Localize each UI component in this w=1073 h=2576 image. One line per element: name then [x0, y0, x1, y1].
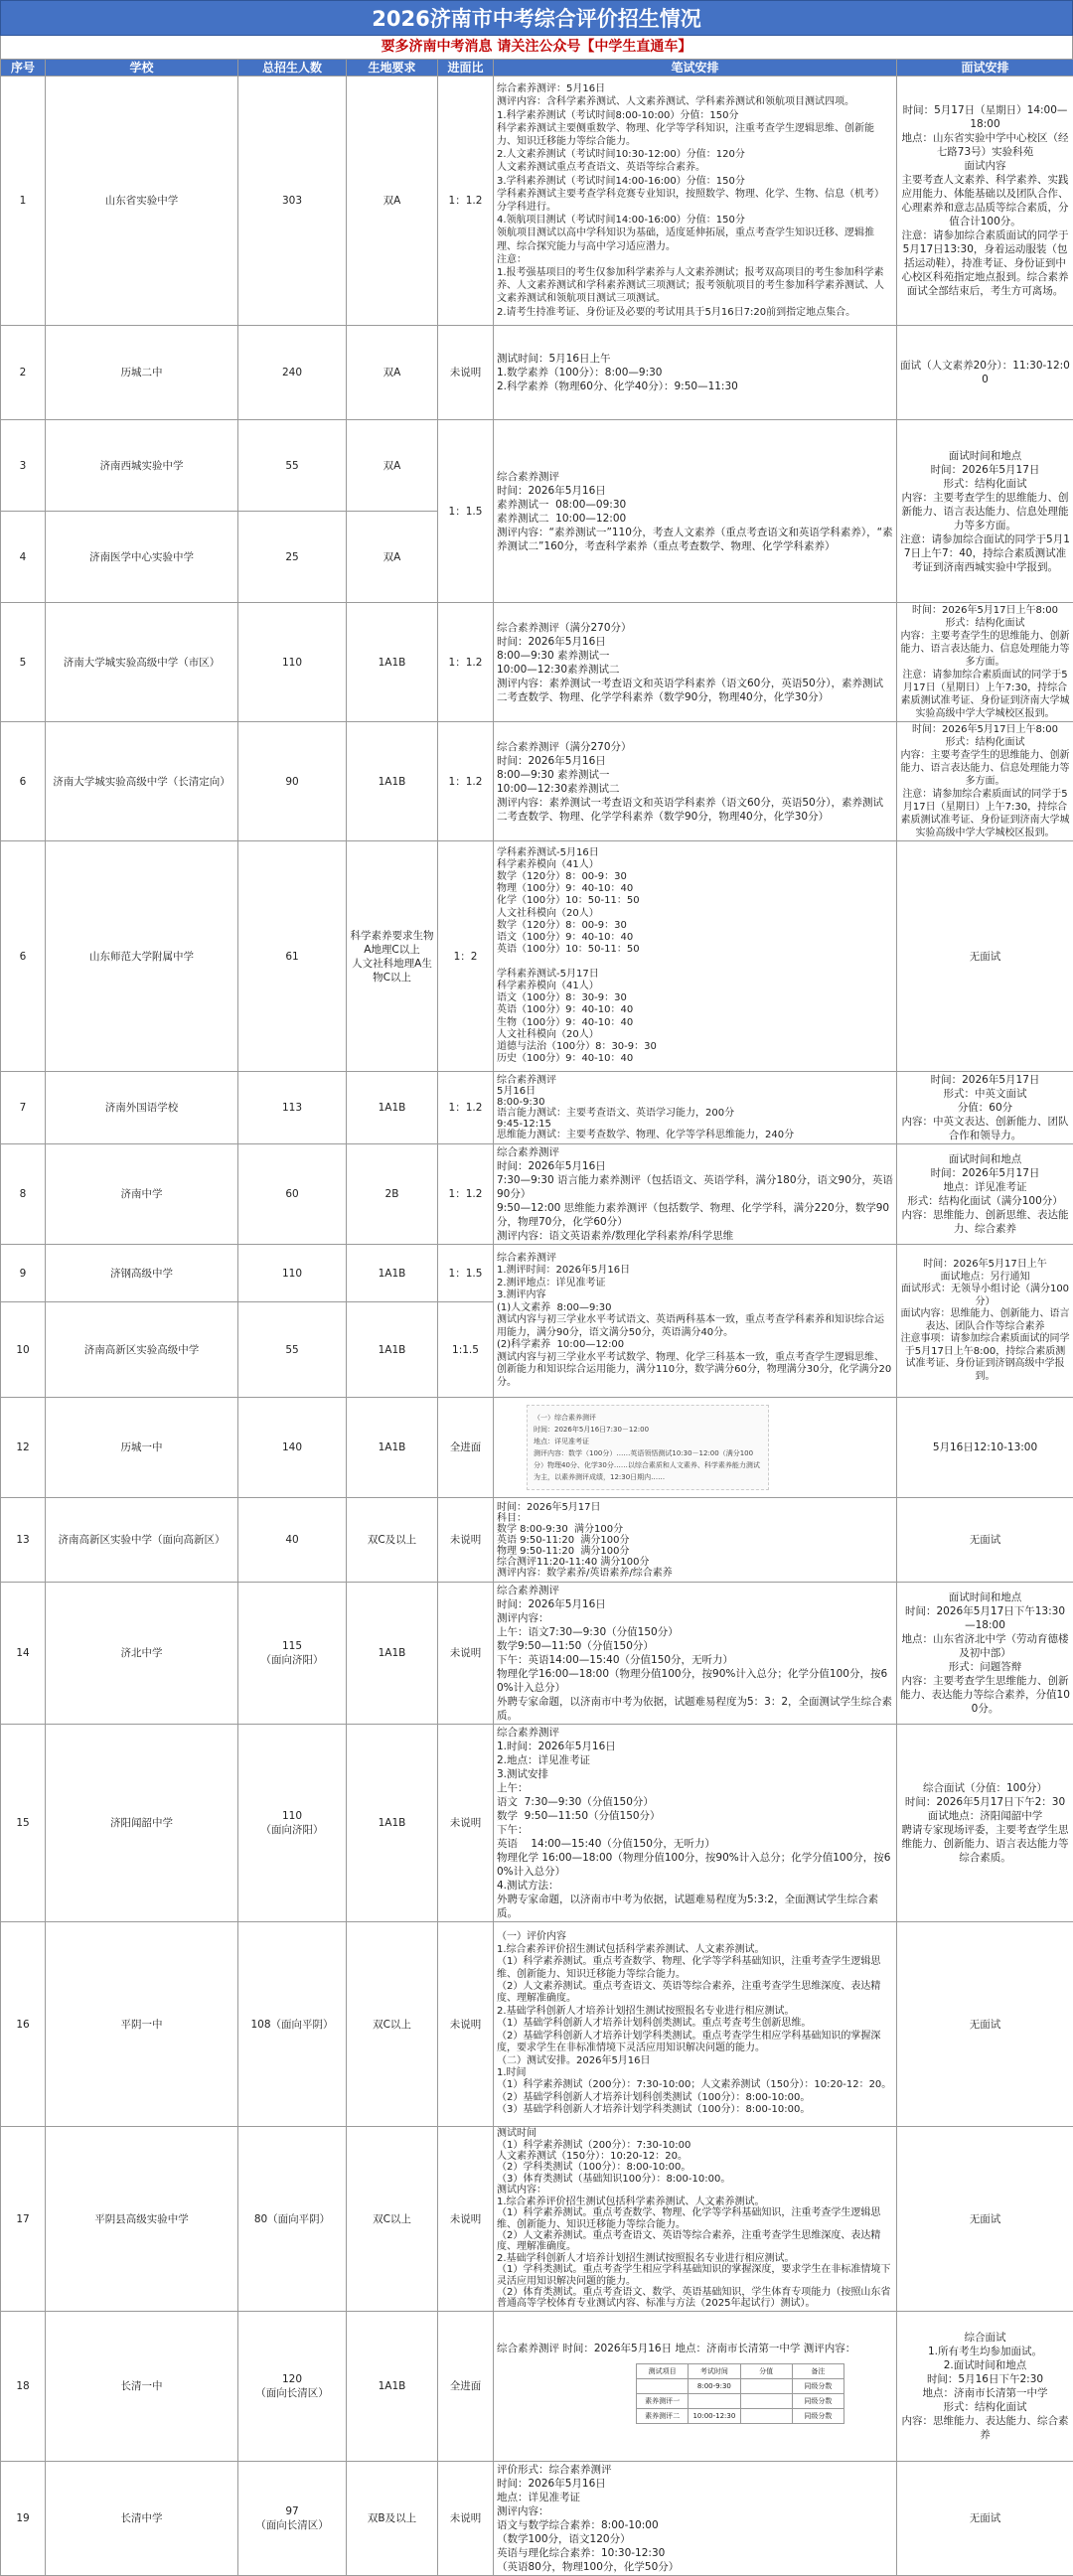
- schedule-mini-table: [636, 2363, 844, 2424]
- cell-school: 济南大学城实验高级中学（市区）: [46, 603, 238, 722]
- cell-no: 16: [1, 1922, 46, 2127]
- cell-requirement: 双A: [347, 420, 438, 512]
- cell-no: 7: [1, 1072, 46, 1144]
- table-row: [1, 841, 1073, 1072]
- cell-school: 济南高新区实验高级中学: [46, 1302, 238, 1398]
- cell-written: 测试时间：5月16日上午 1.数学素养（100分）：8:00—9:30 2.科学素养（物理60分、化学40分）：9:50—11:30: [494, 326, 897, 420]
- cell-total: 110: [238, 603, 347, 722]
- cell-no: 4: [1, 512, 46, 603]
- cell-school: 济南西城实验中学: [46, 420, 238, 512]
- cell-written: 综合素养测评 5月16日 8:00-9:30 语言能力测试：主要考查语文、英语学习能力，200分 9:45-12:15 思维能力测试：主要考查数学、物理、化学等学科思维能力，240分: [494, 1072, 897, 1144]
- cell-no: 14: [1, 1583, 46, 1725]
- cell-written: 综合素养测评 时间：2026年5月16日 7:30—9:30 语言能力素养测评（包括语文、英语学科，满分180分，语文90分，英语90分） 9:50—12:00 思维能力素养测评（包括数学、物理、化学学科，满分220分，数学90分，物理70分，化学60分） 测评内容：语文英语素养/数理化学科素养/科学思维: [494, 1144, 897, 1245]
- cell-school: 平阴一中: [46, 1922, 238, 2127]
- table-row: [1, 2127, 1073, 2312]
- cell-interview: 综合面试 1.所有考生均参加面试。 2.面试时间和地点 时间：5月16日下午2:30 地点：济南市长清第一中学 形式：结构化面试 内容：思维能力、表达能力、综合素养: [897, 2312, 1073, 2462]
- table-row: [1, 2462, 1073, 2576]
- mini-cell: 分值: [740, 2363, 792, 2378]
- cell-no: 5: [1, 603, 46, 722]
- cell-total: 90: [238, 722, 347, 841]
- cell-total: 25: [238, 512, 347, 603]
- cell-ratio: 1：1.2: [438, 1072, 494, 1144]
- table-row: [1, 1072, 1073, 1144]
- cell-total: 110: [238, 1245, 347, 1302]
- cell-no: 8: [1, 1144, 46, 1245]
- table-row: [1, 603, 1073, 722]
- table-row: [1, 1583, 1073, 1725]
- table-row: [1, 76, 1073, 326]
- cell-requirement: 1A1B: [347, 1583, 438, 1725]
- cell-written: 综合素养测评 时间：2026年5月16日 测评内容： 上午：语文7:30—9:30（分值150分） 数学9:50—11:50（分值150分） 下午：英语14:00—15:40（分值150分，无听力） 物理化学16:00—18:00（物理分值100分，按90%计入总分；化学分值100分，按60%计入总分） 外聘专家命题，以济南市中考为依据，试题难易程度为5：3：2，全面测试学生综合素质。: [494, 1583, 897, 1725]
- cell-written: 综合素养测评（满分270分） 时间：2026年5月16日 8:00—9:30 素养测试一 10:00—12:30素养测试二 测评内容：素养测试一考查语文和英语学科素养（语文60分，英语50分），素养测试二考查数学、物理、化学学科素养（数学90分，物理40分，化学30分）: [494, 722, 897, 841]
- cell-school: 长清中学: [46, 2462, 238, 2576]
- cell-school: 济阳闻韶中学: [46, 1725, 238, 1922]
- mini-cell: 同级分数: [792, 2378, 843, 2393]
- table-header-row: [1, 60, 1073, 76]
- cell-no: 10: [1, 1302, 46, 1398]
- written-schedule-image: （一）综合素养测评 时间：2026年5月16日7:30－12:00 地点：详见准考证 测评内容：数学（100分）……英语领悟测试10:30－12:00（满分100分）物理40分、化学30分……以综合素质和人文素养、科学素养能力测试为主，以素养测评成绩，12:30日期内……: [527, 1405, 769, 1490]
- written-text: 综合素养测评 时间：2026年5月16日 地点：济南市长清第一中学 测评内容：: [497, 2342, 893, 2355]
- cell-school: 济南外国语学校: [46, 1072, 238, 1144]
- cell-written: [494, 2312, 897, 2462]
- cell-no: 15: [1, 1725, 46, 1922]
- cell-total: 55: [238, 420, 347, 512]
- cell-school: 长清一中: [46, 2312, 238, 2462]
- cell-ratio: 1：1.2: [438, 603, 494, 722]
- cell-requirement: 双A: [347, 76, 438, 326]
- cell-ratio: 未说明: [438, 1922, 494, 2127]
- cell-requirement: 1A1B: [347, 1245, 438, 1302]
- cell-school: 济南高新区实验中学（面向高新区）: [46, 1498, 238, 1583]
- cell-no: 12: [1, 1398, 46, 1498]
- cell-written: 综合素养测评 时间：2026年5月16日 素养测试一 08:00—09:30 素养测试二 10:00—12:00 测评内容：“素养测试一”110分，考查人文素养（重点考查语文和英语学科素养），“素养测试二”160分，考查科学素养（重点考查数学、物理、化学学科素养）: [494, 420, 897, 603]
- cell-requirement: 1A1B: [347, 1072, 438, 1144]
- cell-interview: 综合面试（分值：100分） 时间：2026年5月17日下午2：30 面试地点：济阳闻韶中学 聘请专家现场评委，主要考查学生思维能力、创新能力、语言表达能力等综合素质。: [897, 1725, 1073, 1922]
- cell-ratio: 未说明: [438, 326, 494, 420]
- cell-school: 山东省实验中学: [46, 76, 238, 326]
- cell-total: 55: [238, 1302, 347, 1398]
- table-row: [1, 1498, 1073, 1583]
- cell-ratio: 1：2: [438, 841, 494, 1072]
- cell-ratio: 未说明: [438, 1583, 494, 1725]
- header-requirement: 生地要求: [347, 60, 438, 76]
- cell-total: 61: [238, 841, 347, 1072]
- cell-total: 80（面向平阴）: [238, 2127, 347, 2312]
- cell-total: 140: [238, 1398, 347, 1498]
- mini-cell: [689, 2393, 740, 2408]
- cell-written: （一）评价内容 1.综合素养评价招生测试包括科学素养测试、人文素养测试。 （1）科学素养测试。重点考查数学、物理、化学等学科基础知识，注重考查学生逻辑思维、创新能力、知识迁移能力等综合能力。 （2）人文素养测试。重点考查语文、英语等综合素养，注重考查学生思维深度、表达精度、理解准确度。 2.基础学科创新人才培养计划招生测试按照报名专业进行相应测试。 （1）基础学科创新人才培养计划科创类测试。重点考查考生创新思维。 （2）基础学科创新人才培养计划学科类测试。重点考查学生相应学科基础知识的掌握深度，要求学生在非标准情境下灵活应用知识解决问题的能力。 （二）测试安排。2026年5月16日 1.时间 （1）科学素养测试（200分）：7:30-10:00；人文素养测试（150分）：10:20-12：20。 （2）基础学科创新人才培养计划科创类测试（100分）：8:00-10:00。 （3）基础学科创新人才培养计划学科类测试（100分）：8:00-10:00。: [494, 1922, 897, 2127]
- cell-no: 1: [1, 76, 46, 326]
- cell-school: 济南中学: [46, 1144, 238, 1245]
- mini-cell: [740, 2393, 792, 2408]
- cell-requirement: 双A: [347, 512, 438, 603]
- table-row: [1, 1725, 1073, 1922]
- cell-total: 120 （面向长清区）: [238, 2312, 347, 2462]
- table-row: [1, 1245, 1073, 1302]
- cell-interview: 时间：2026年5月17日上午 面试地点：另行通知 面试形式：无领导小组讨论（满分100分） 面试内容：思维能力、创新能力、语言表达、团队合作等综合素养 注意事项：请参加综合素质面试的同学于5月17日上午8:00，持综合素质测试准考证、身份证到济钢高级中学报到。: [897, 1245, 1073, 1398]
- cell-no: 3: [1, 420, 46, 512]
- admission-table: [0, 59, 1073, 2576]
- cell-interview: 无面试: [897, 2127, 1073, 2312]
- cell-requirement: 1A1B: [347, 1725, 438, 1922]
- cell-total: 97 （面向长清区）: [238, 2462, 347, 2576]
- mini-cell: 素养测评二: [637, 2408, 689, 2423]
- cell-no: 6: [1, 722, 46, 841]
- cell-ratio: 未说明: [438, 2462, 494, 2576]
- cell-interview: 面试时间和地点 时间：2026年5月17日 地点：详见准考证 形式：结构化面试（满分100分） 内容：思维能力、创新思维、表达能力、综合素养: [897, 1144, 1073, 1245]
- header-total: 总招生人数: [238, 60, 347, 76]
- cell-school: 济北中学: [46, 1583, 238, 1725]
- cell-ratio: 1:1.5: [438, 1302, 494, 1398]
- mini-cell: 素养测评一: [637, 2393, 689, 2408]
- cell-interview: 时间：2026年5月17日 形式：中英文面试 分值：60分 内容：中英文表达、创新能力、团队合作和领导力。: [897, 1072, 1073, 1144]
- cell-interview: 无面试: [897, 1498, 1073, 1583]
- cell-total: 240: [238, 326, 347, 420]
- cell-no: 9: [1, 1245, 46, 1302]
- header-school: 学校: [46, 60, 238, 76]
- cell-requirement: 双C以上: [347, 2127, 438, 2312]
- cell-requirement: 1A1B: [347, 603, 438, 722]
- cell-school: 山东师范大学附属中学: [46, 841, 238, 1072]
- cell-total: 108（面向平阴）: [238, 1922, 347, 2127]
- cell-interview: 面试时间和地点 时间：2026年5月17日下午13:30—18:00 地点：山东省济北中学（劳动育德楼及初中部） 形式：问题答辩 内容：主要考查学生思维能力、创新能力、表达能力等综合素养，分值100分。: [897, 1583, 1073, 1725]
- cell-interview: 面试（人文素养20分）：11:30-12:00: [897, 326, 1073, 420]
- mini-cell: 备注: [792, 2363, 843, 2378]
- cell-school: 济南医学中心实验中学: [46, 512, 238, 603]
- cell-school: 济钢高级中学: [46, 1245, 238, 1302]
- cell-written: 时间：2026年5月17日 科目： 数学 8:00-9:30 满分100分 英语 9:50-11:20 满分100分 物理 9:50-11:20 满分100分 综合测评11:20-11:40 满分100分 测评内容：数学素养/英语素养/综合素养: [494, 1498, 897, 1583]
- mini-cell: [637, 2378, 689, 2393]
- cell-interview: 时间：5月17日（星期日）14:00—18:00 地点：山东省实验中学中心校区（经七路73号）实验科苑 面试内容 主要考查人文素养、科学素养、实践应用能力、体能基础以及团队合作、心理素养和意志品质等综合素质，分值合计100分。 注意：请参加综合素质面试的同学于5月17日13:30，身着运动服装（包括运动鞋），持准考证、身份证到中心校区科苑指定地点报到。综合素养面试全部结束后，考生方可离场。: [897, 76, 1073, 326]
- table-row: [1, 1144, 1073, 1245]
- table-row: [1, 2312, 1073, 2462]
- cell-interview: 无面试: [897, 841, 1073, 1072]
- cell-requirement: 双C及以上: [347, 1498, 438, 1583]
- cell-requirement: 1A1B: [347, 1398, 438, 1498]
- cell-school: 济南大学城实验高级中学（长清定向）: [46, 722, 238, 841]
- header-written: 笔试安排: [494, 60, 897, 76]
- cell-ratio: 全进面: [438, 1398, 494, 1498]
- promo-subtitle: 要多济南中考消息 请关注公众号【中学生直通车】: [0, 36, 1073, 59]
- cell-ratio: 1：1.2: [438, 722, 494, 841]
- cell-written: [494, 1398, 897, 1498]
- cell-requirement: 1A1B: [347, 2312, 438, 2462]
- cell-written: 学科素养测试-5月16日 科学素养模向（41人） 数学（120分）8：00-9：30 物理（100分）9：40-10：40 化学（100分）10：50-11：50 人文社科模向（20人） 数学（120分）8：00-9：30 语文（100分）9：40-10：40 英语（100分）10：50-11：50 学科素养测试-5月17日 科学素养模向（41人） 语文（100分）8：30-9：30 英语（100分）9：40-10：40 生物（100分）9：40-10：40 人文社科模向（20人） 道德与法治（100分）8：30-9：30 历史（100分）9：40-10：40: [494, 841, 897, 1072]
- cell-ratio: 未说明: [438, 2127, 494, 2312]
- cell-requirement: 1A1B: [347, 722, 438, 841]
- cell-total: 60: [238, 1144, 347, 1245]
- cell-ratio: 未说明: [438, 1498, 494, 1583]
- table-row: [1, 326, 1073, 420]
- cell-ratio: 未说明: [438, 1725, 494, 1922]
- cell-requirement: 双C以上: [347, 1922, 438, 2127]
- cell-written: 测试时间 （1）科学素养测试（200分）：7:30-10:00 人文素养测试（150分）：10:20-12：20。 （2）学科类测试（100分）：8:00-10:00。 （3）体育类测试（基础知识100分）：8:00-10:00。 测试内容： 1.综合素养评价招生测试包括科学素养测试、人文素养测试。 （1）科学素养测试。重点考查数学、物理、化学等学科基础知识，注重考查学生逻辑思维、创新能力、知识迁移能力等综合能力。 （2）人文素养测试。重点考查语文、英语等综合素养，注重考查学生思维深度、表达精度、理解准确度。 2.基础学科创新人才培养计划招生测试按照报名专业进行相应测试。 （1）学科类测试。重点考查学生相应学科基础知识的掌握深度，要求学生在非标准情境下灵活应用知识解决问题的能力。 （2）体育类测试。重点考查语文、数学、英语基础知识，学生体育专项能力（按照山东省普通高等学校体育专业测试内容、标准与方法（2025年起试行）测试）。: [494, 2127, 897, 2312]
- table-row: [1, 420, 1073, 512]
- header-no: 序号: [1, 60, 46, 76]
- mini-cell: 考试时间: [689, 2363, 740, 2378]
- cell-interview: 5月16日12:10-13:00: [897, 1398, 1073, 1498]
- cell-total: 303: [238, 76, 347, 326]
- mini-cell: 8:00-9:30: [689, 2378, 740, 2393]
- mini-cell: 10:00-12:30: [689, 2408, 740, 2423]
- cell-total: 113: [238, 1072, 347, 1144]
- cell-school: 平阴县高级实验中学: [46, 2127, 238, 2312]
- cell-school: 历城二中: [46, 326, 238, 420]
- cell-requirement: 科学素养要求生物A地理C以上 人文社科地理A生物C以上: [347, 841, 438, 1072]
- mini-cell: [740, 2378, 792, 2393]
- cell-written: 综合素养测评 1.测评时间：2026年5月16日 2.测评地点：详见准考证 3.测评内容 (1)人文素养 8:00—9:30 测试内容与初三学业水平考试语文、英语两科基本一致，重点考查学科素养和知识综合运用能力，满分90分，语文满分50分，英语满分40分。 (2)科学素养 10:00—12:00 测试内容与初三学业水平考试数学、物理、化学三科基本一致，重点考查学生逻辑思维、创新能力和知识综合运用能力，满分110分，数学满分60分，物理满分30分，化学满分20分。: [494, 1245, 897, 1398]
- cell-interview: 面试时间和地点 时间：2026年5月17日 形式：结构化面试 内容：主要考查学生的思维能力、创新能力、语言表达能力、信息处理能力等多方面。 注意：请参加综合面试的同学于5月17日上午7：40，持综合素质测试准考证到济南西城实验中学报到。: [897, 420, 1073, 603]
- cell-interview: 无面试: [897, 1922, 1073, 2127]
- cell-ratio: 1：1.2: [438, 1144, 494, 1245]
- table-row: [1, 1922, 1073, 2127]
- cell-written: 综合素养测评（满分270分） 时间：2026年5月16日 8:00—9:30 素养测试一 10:00—12:30素养测试二 测评内容：素养测试一考查语文和英语学科素养（语文60分，英语50分），素养测试二考查数学、物理、化学学科素养（数学90分，物理40分，化学30分）: [494, 603, 897, 722]
- cell-no: 18: [1, 2312, 46, 2462]
- cell-written: 评价形式：综合素养测评 时间：2026年5月16日 地点：详见准考证 测评内容： 语文与数学综合素养：8:00-10:00 （数学100分，语文120分） 英语与理化综合素养：10:30-12:30 （英语80分，物理100分，化学50分）: [494, 2462, 897, 2576]
- cell-no: 19: [1, 2462, 46, 2576]
- cell-ratio: 1：1.2: [438, 76, 494, 326]
- cell-school: 历城一中: [46, 1398, 238, 1498]
- cell-written: 综合素养测评 1.时间：2026年5月16日 2.地点：详见准考证 3.测试安排 上午： 语文 7:30—9:30（分值150分） 数学 9:50—11:50（分值150分） 下午： 英语 14:00—15:40（分值150分，无听力） 物理化学 16:00—18:00（物理分值100分，按90%计入总分；化学分值100分，按60%计入总分） 4.测试方法： 外聘专家命题，以济南市中考为依据，试题难易程度为5:3:2，全面测试学生综合素质。: [494, 1725, 897, 1922]
- cell-no: 17: [1, 2127, 46, 2312]
- mini-cell: 测试项目: [637, 2363, 689, 2378]
- mini-cell: 同级分数: [792, 2393, 843, 2408]
- header-interview: 面试安排: [897, 60, 1073, 76]
- header-ratio: 进面比: [438, 60, 494, 76]
- cell-total: 40: [238, 1498, 347, 1583]
- table-row: [1, 722, 1073, 841]
- cell-requirement: 双B及以上: [347, 2462, 438, 2576]
- cell-total: 115 （面向济阳）: [238, 1583, 347, 1725]
- cell-no: 13: [1, 1498, 46, 1583]
- cell-ratio: 1：1.5: [438, 420, 494, 603]
- cell-requirement: 1A1B: [347, 1302, 438, 1398]
- cell-requirement: 双A: [347, 326, 438, 420]
- cell-written: 综合素养测评：5月16日 测评内容：含科学素养测试、人文素养测试、学科素养测试和领航项目测试四项。 1.科学素养测试（考试时间8:00-10:00）分值：150分 科学素养测试主要侧重数学、物理、化学等学科知识，注重考查学生逻辑思维、创新能力、知识迁移能力等综合能力。 2.人文素养测试（考试时间10:30-12:00）分值：120分 人文素养测试重点考查语文、英语等综合素养。 3.学科素养测试（考试时间14:00-16:00）分值：150分 学科素养测试主要考查学科竞赛专业知识，按照数学、物理、化学、生物、信息（机考）分学科进行。 4.领航项目测试（考试时间14:00-16:00）分值：150分 领航项目测试以高中学科知识为基础，适度延伸拓展，重点考查学生知识迁移、逻辑推理、综合探究能力与高中学习适应潜力。 注意： 1.报考强基项目的考生仅参加科学素养与人文素养测试；报考双高项目的考生参加科学素养、人文素养测试和学科素养测试三项测试；报考领航项目的考生参加科学素养测试、人文素养测试和领航项目测试三项测试。 2.请考生持准考证、身份证及必要的考试用具于5月16日7:20前到指定地点集合。: [494, 76, 897, 326]
- cell-total: 110 （面向济阳）: [238, 1725, 347, 1922]
- cell-interview: 时间：2026年5月17日上午8:00 形式：结构化面试 内容：主要考查学生的思维能力、创新能力、语言表达能力、信息处理能力等多方面。 注意：请参加综合素质面试的同学于5月17日（星期日）上午7:30，持综合素质测试准考证、身份证到济南大学城实验高级中学大学城校区报到。: [897, 722, 1073, 841]
- mini-cell: [740, 2408, 792, 2423]
- cell-interview: 无面试: [897, 2462, 1073, 2576]
- cell-no: 2: [1, 326, 46, 420]
- cell-ratio: 1：1.5: [438, 1245, 494, 1302]
- page-title: 2026济南市中考综合评价招生情况: [0, 0, 1073, 36]
- cell-no: 6: [1, 841, 46, 1072]
- cell-interview: 时间：2026年5月17日上午8:00 形式：结构化面试 内容：主要考查学生的思维能力、创新能力、语言表达能力、信息处理能力等多方面。 注意：请参加综合素质面试的同学于5月17日（星期日）上午7:30，持综合素质测试准考证、身份证到济南大学城实验高级中学大学城校区报到。: [897, 603, 1073, 722]
- table-row: [1, 1398, 1073, 1498]
- mini-cell: 同级分数: [792, 2408, 843, 2423]
- cell-requirement: 2B: [347, 1144, 438, 1245]
- cell-ratio: 全进面: [438, 2312, 494, 2462]
